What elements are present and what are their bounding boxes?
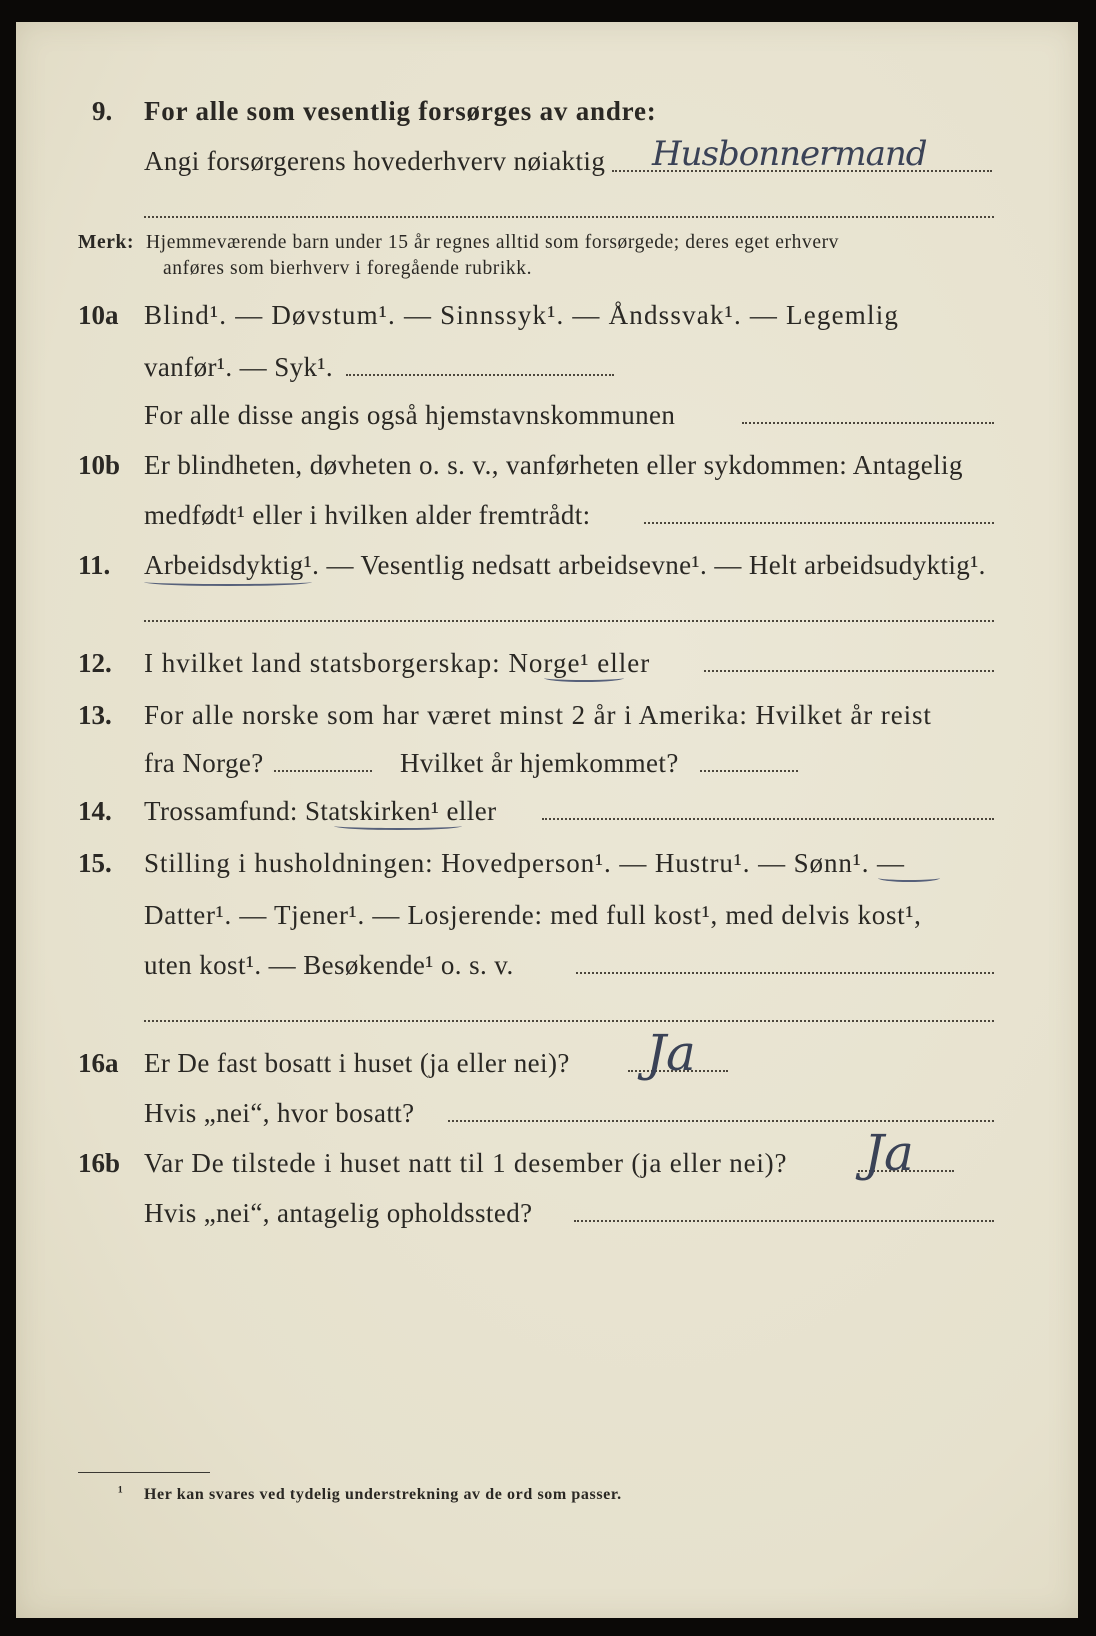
question-10a-municipality-line[interactable] (742, 422, 994, 424)
question-16b-whereabouts-line[interactable] (574, 1220, 994, 1222)
question-14-number: 14. (78, 796, 112, 826)
question-10a-sick-answer-line[interactable] (346, 374, 614, 376)
question-14-answer-line[interactable] (542, 818, 994, 820)
merk-line-2: anføres som bierhverv i foregående rubrikk. (163, 258, 533, 279)
question-16b-handwritten-answer: Ja (864, 1124, 914, 1182)
question-10a-line-2: vanfør¹. — Syk¹. (144, 352, 334, 382)
question-10b-line-1: Er blindheten, døvheten o. s. v., vanførheten eller sykdommen: Antagelig (144, 450, 963, 480)
question-11-line-1: Arbeidsdyktig¹. — Vesentlig nedsatt arbeidsevne¹. — Helt arbeidsudyktig¹. (144, 550, 986, 580)
question-15-line-2: Datter¹. — Tjener¹. — Losjerende: med full kost¹, med delvis kost¹, (144, 900, 922, 930)
question-16a-residence-line[interactable] (448, 1120, 994, 1122)
question-16a-line-2: Hvis „nei“, hvor bosatt? (144, 1098, 415, 1128)
question-16a-handwritten-answer: Ja (646, 1024, 696, 1082)
footnote-rule (78, 1472, 210, 1473)
question-10a-line-1: Blind¹. — Døvstum¹. — Sinnssyk¹. — Åndssvak¹. — Legemlig (144, 300, 900, 330)
question-15-line-3: uten kost¹. — Besøkende¹ o. s. v. (144, 950, 514, 980)
question-9-number: 9. (92, 96, 113, 126)
question-11-extra-line[interactable] (144, 620, 994, 622)
footnote-text: Her kan svares ved tydelig understrekning av de ord som passer. (144, 1486, 622, 1503)
question-9-extra-line[interactable] (144, 216, 994, 218)
question-16a-number: 16a (78, 1048, 119, 1078)
question-14-selected-underline (334, 822, 462, 830)
question-13-returned-home: Hvilket år hjemkommet? (400, 748, 679, 778)
question-12-line-1: I hvilket land statsborgerskap: Norge¹ eller (144, 648, 651, 678)
question-15-number: 15. (78, 848, 112, 878)
question-15-line-1: Stilling i husholdningen: Hovedperson¹. — Hustru¹. — Sønn¹. — (144, 848, 905, 878)
census-form-page (16, 22, 1078, 1618)
question-10b-line-2: medfødt¹ eller i hvilken alder fremtrådt: (144, 500, 591, 530)
footnote-mark: ¹ (118, 1484, 124, 1501)
question-9-prompt: Angi forsørgerens hovederhverv nøiaktig (144, 146, 606, 176)
question-12-answer-line[interactable] (704, 670, 994, 672)
question-12-selected-underline (544, 674, 624, 682)
question-11-number: 11. (78, 550, 111, 580)
question-10a-number: 10a (78, 300, 119, 330)
question-13-number: 13. (78, 700, 112, 730)
merk-line-1: Hjemmeværende barn under 15 år regnes alltid som forsørgede; deres eget erhverv (146, 232, 840, 253)
question-13-year-returned-line[interactable] (700, 770, 798, 772)
question-16b-number: 16b (78, 1148, 121, 1178)
question-15-selected-underline (878, 874, 940, 882)
question-11-selected-underline (144, 578, 312, 586)
question-14-line-1: Trossamfund: Statskirken¹ eller (144, 796, 497, 826)
question-9-heading: For alle som vesentlig forsørges av andre: (144, 96, 657, 126)
question-15-extra-line[interactable] (144, 1020, 994, 1022)
question-10b-number: 10b (78, 450, 121, 480)
question-16a-line-1: Er De fast bosatt i huset (ja eller nei)? (144, 1048, 570, 1078)
question-16b-line-2: Hvis „nei“, antagelig opholdssted? (144, 1198, 533, 1228)
question-13-left-from-norway: fra Norge? (144, 748, 264, 778)
question-12-number: 12. (78, 648, 112, 678)
question-13-year-left-line[interactable] (274, 770, 372, 772)
question-10b-answer-line[interactable] (644, 522, 994, 524)
question-13-line-1: For alle norske som har været minst 2 år i Amerika: Hvilket år reist (144, 700, 932, 730)
question-16b-line-1: Var De tilstede i huset natt til 1 desember (ja eller nei)? (144, 1148, 788, 1178)
question-10a-line-3: For alle disse angis også hjemstavnskommunen (144, 400, 676, 430)
question-9-handwritten-answer: Husbonnermand (652, 134, 927, 174)
question-15-answer-line[interactable] (576, 972, 994, 974)
merk-label: Merk: (78, 232, 135, 253)
